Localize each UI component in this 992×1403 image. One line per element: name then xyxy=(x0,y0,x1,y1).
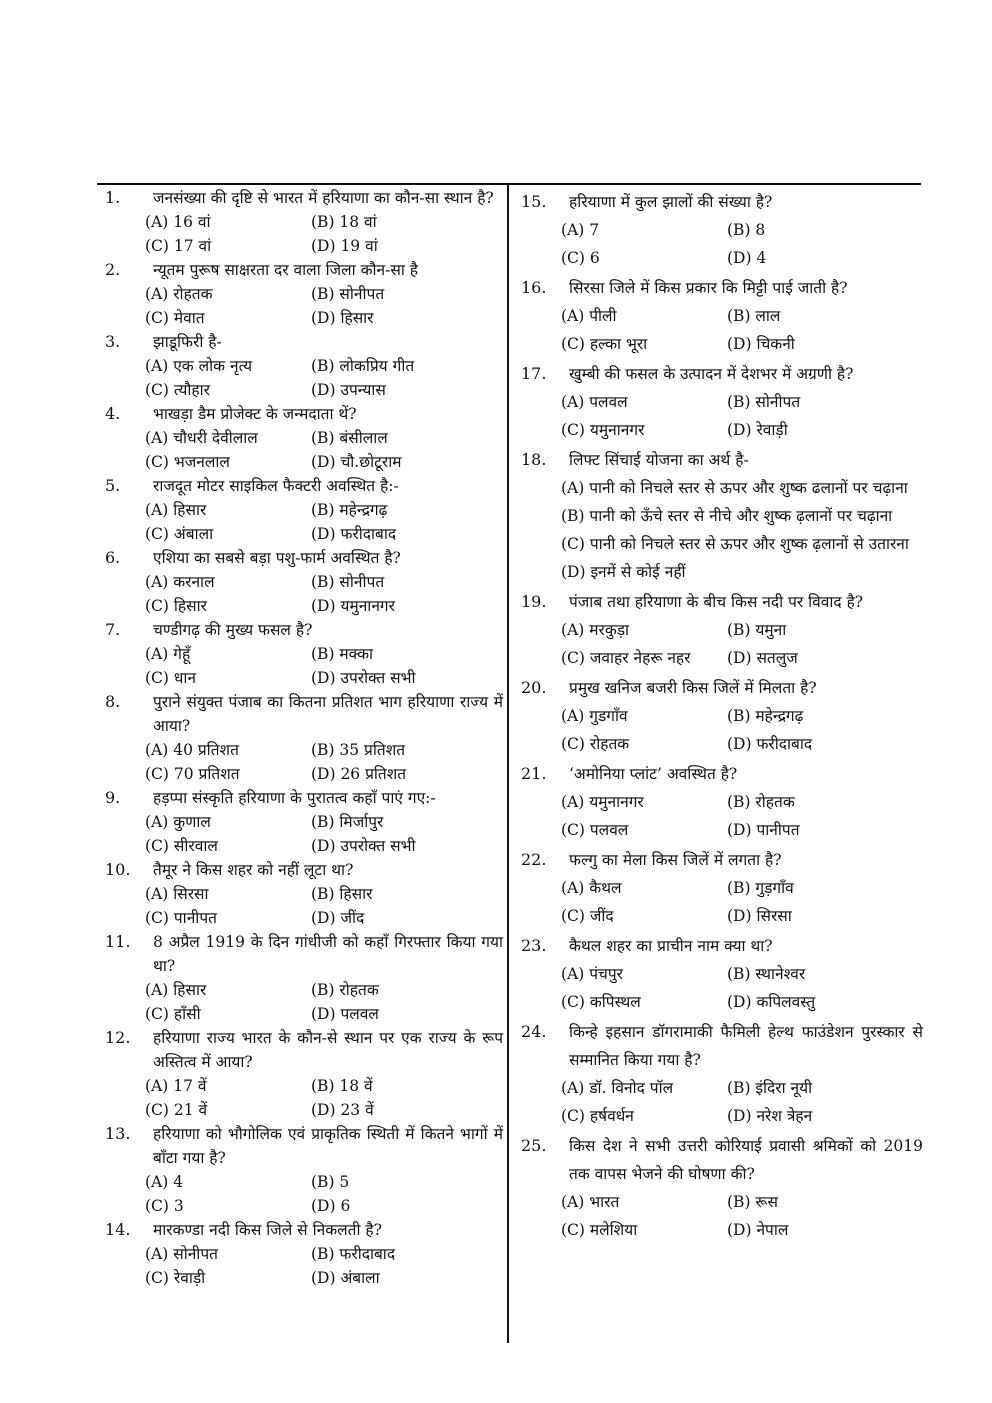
option-c: (C) भजनलाल xyxy=(145,453,230,471)
option-a: (A) 7 xyxy=(561,221,600,239)
question-text: तैमूर ने किस शहर को नहीं लूटा था? xyxy=(153,861,354,879)
option-c: (C) त्यौहार xyxy=(145,381,210,399)
question-line xyxy=(513,1018,923,1074)
options xyxy=(97,642,503,690)
question xyxy=(97,402,503,474)
question-text: सिरसा जिले में किस प्रकार कि मिट्टी पाई जाती है? xyxy=(569,279,848,297)
option-c: (C) सीरवाल xyxy=(145,837,218,855)
option-b: (B) मिर्जापुर xyxy=(311,813,384,831)
option-b: (B) इंदिरा नूयी xyxy=(727,1079,813,1097)
option-c: (C) मलेशिया xyxy=(561,1221,638,1239)
option-d: (D) कपिलवस्तु xyxy=(727,993,816,1011)
option-b: (B) रोहतक xyxy=(727,793,795,811)
question-text: मारकण्डा नदी किस जिले से निकलती है? xyxy=(153,1221,382,1239)
option-c: (C) रोहतक xyxy=(561,735,630,753)
question xyxy=(97,546,503,618)
option-b: (B) रोहतक xyxy=(311,981,379,999)
top-rule xyxy=(97,183,921,185)
options xyxy=(97,570,503,618)
question-number: 20. xyxy=(521,678,547,697)
question-text: कैथल शहर का प्राचीन नाम क्या था? xyxy=(569,937,773,955)
question-number: 3. xyxy=(105,332,121,351)
option-a: (A) हिसार xyxy=(145,501,207,519)
option-a: (A) यमुनानगर xyxy=(561,793,644,811)
option-a: (A) पंचपुर xyxy=(561,965,624,983)
option-c: (C) अंबाला xyxy=(145,525,214,543)
option-d: (D) उपरोक्त सभी xyxy=(311,837,416,855)
question-line xyxy=(513,932,923,960)
option-c: (C) मेवात xyxy=(145,309,205,327)
option-c: (C) हल्का भूरा xyxy=(561,335,648,353)
option-d: (D) 6 xyxy=(311,1197,351,1215)
question-text: चण्डीगढ़ की मुख्य फसल है? xyxy=(153,621,313,639)
option-a: (A) पीली xyxy=(561,307,617,325)
question xyxy=(97,930,503,1026)
options xyxy=(97,738,503,786)
question xyxy=(97,1026,503,1122)
option-b: (B) लोकप्रिय गीत xyxy=(311,357,415,375)
question-line xyxy=(513,1132,923,1188)
option-b: (B) सोनीपत xyxy=(311,573,385,591)
question xyxy=(97,330,503,402)
question xyxy=(513,846,923,930)
question-line xyxy=(97,402,503,426)
question-text: हरियाणा को भौगोलिक एवं प्राकृतिक स्थिती में कितने भागों में बाँटा गया है? xyxy=(153,1125,503,1167)
question xyxy=(513,932,923,1016)
question-line xyxy=(513,846,923,874)
option-a: (A) 4 xyxy=(145,1173,184,1191)
question-line xyxy=(513,188,923,216)
question-number: 4. xyxy=(105,404,121,423)
options xyxy=(97,1170,503,1218)
question xyxy=(97,690,503,786)
option-b: (B) फरीदाबाद xyxy=(311,1245,396,1263)
option-a: (A) चौधरी देवीलाल xyxy=(145,429,258,447)
question-text: भाखड़ा डैम प्रोजेक्ट के जन्मदाता थें? xyxy=(153,405,357,423)
option-a: (A) सिरसा xyxy=(145,885,209,903)
question xyxy=(513,674,923,758)
option-a: (A) करनाल xyxy=(145,573,215,591)
question-text: फल्गु का मेला किस जिलें में लगता है? xyxy=(569,851,782,869)
question-number: 18. xyxy=(521,450,547,469)
question-text: ‘अमोनिया प्लांट’ अवस्थित है? xyxy=(569,765,738,783)
question xyxy=(513,188,923,272)
question-line xyxy=(513,760,923,788)
question-text: लिफ्ट सिंचाई योजना का अर्थ है- xyxy=(569,451,749,469)
question-line xyxy=(97,330,503,354)
question-line xyxy=(97,186,503,210)
question-text: खुम्बी की फसल के उत्पादन में देशभर में अग्रणी है? xyxy=(569,365,854,383)
option-b: (B) 18 वां xyxy=(311,213,377,231)
option-d: (D) हिसार xyxy=(311,309,374,327)
question-text: हरियाणा में कुल झालों की संख्या है? xyxy=(569,193,773,211)
option-c: (C) यमुनानगर xyxy=(561,421,645,439)
question-line xyxy=(97,786,503,810)
options xyxy=(97,810,503,858)
options xyxy=(513,616,923,672)
options xyxy=(513,388,923,444)
option-c: (C) 17 वां xyxy=(145,237,212,255)
option-d: (D) 23 वें xyxy=(311,1101,374,1119)
question xyxy=(97,474,503,546)
options xyxy=(97,498,503,546)
question-number: 2. xyxy=(105,260,121,279)
option-c: (C) रेवाड़ी xyxy=(145,1269,206,1287)
option-a: (A) पलवल xyxy=(561,393,628,411)
question-text: हरियाणा राज्य भारत के कौन-से स्थान पर एक राज्य के रूप अस्तित्व में आया? xyxy=(153,1029,503,1071)
option-b: (B) 8 xyxy=(727,221,766,239)
options xyxy=(97,210,503,258)
question-text: एशिया का सबसे बड़ा पशु-फार्म अवस्थित है? xyxy=(153,549,401,567)
question-number: 22. xyxy=(521,850,547,869)
question-text: जनसंख्या की दृष्टि से भारत में हरियाणा का कौन-सा स्थान है? xyxy=(153,189,494,207)
question-number: 24. xyxy=(521,1022,547,1041)
option-b: (B) हिसार xyxy=(311,885,373,903)
option-d: (D) रेवाड़ी xyxy=(727,421,788,439)
option-b: (B) गुड़गाँव xyxy=(727,879,794,897)
question xyxy=(513,360,923,444)
options xyxy=(97,1242,503,1290)
column-divider xyxy=(507,185,509,1343)
option-d: (D) चौ.छोटूराम xyxy=(311,453,402,471)
option-a: (A) कैथल xyxy=(561,879,622,897)
option-d: (D) फरीदाबाद xyxy=(727,735,813,753)
options xyxy=(97,426,503,474)
options xyxy=(513,474,923,586)
question-number: 23. xyxy=(521,936,547,955)
option-c: (C) हाँसी xyxy=(145,1005,201,1023)
option-a: (A) डॉ. विनोद पॉल xyxy=(561,1079,674,1097)
question-text: किन्हे इहसान डॉगरामाकी फैमिली हेल्थ फाउंडेशन पुरस्कार से सम्मानित किया गया है? xyxy=(569,1023,923,1069)
option-b: (B) महेन्द्रगढ़ xyxy=(311,501,388,519)
question-number: 15. xyxy=(521,192,547,211)
question xyxy=(97,786,503,858)
option-d: (D) पलवल xyxy=(311,1005,379,1023)
question xyxy=(513,274,923,358)
question-number: 8. xyxy=(105,692,121,711)
question xyxy=(513,1018,923,1130)
question-line xyxy=(97,1218,503,1242)
question-text: राजदूत मोटर साइकिल फैक्टरी अवस्थित है:- xyxy=(153,477,399,495)
options xyxy=(513,960,923,1016)
option-a: (A) सोनीपत xyxy=(145,1245,218,1263)
question-number: 5. xyxy=(105,476,121,495)
option-a: (A) कुणाल xyxy=(145,813,211,831)
option-c: (C) जवाहर नेहरू नहर xyxy=(561,649,691,667)
option-b: (B) सोनीपत xyxy=(727,393,801,411)
option-c: (C) 21 वें xyxy=(145,1101,208,1119)
option-d: (D) पानीपत xyxy=(727,821,800,839)
option-b: (B) बंसीलाल xyxy=(311,429,388,447)
question-number: 6. xyxy=(105,548,121,567)
question-text: किस देश ने सभी उत्तरी कोरियाई प्रवासी श्रमिकों को 2019 तक वापस भेजने की घोषणा की? xyxy=(569,1137,923,1183)
question-line xyxy=(97,546,503,570)
question-line xyxy=(513,274,923,302)
options xyxy=(97,1074,503,1122)
option-a: (A) 17 वें xyxy=(145,1077,207,1095)
option-a: (A) एक लोक नृत्य xyxy=(145,357,253,375)
question-line xyxy=(97,618,503,642)
option-a: (A) हिसार xyxy=(145,981,207,999)
question-text: हड़प्पा संस्कृति हरियाणा के पुरातत्व कहाँ पाएं गए:- xyxy=(153,789,436,807)
option-d: (D) 4 xyxy=(727,249,767,267)
option-d: (D) यमुनानगर xyxy=(311,597,395,615)
options xyxy=(513,788,923,844)
option-a: (A) 16 वां xyxy=(145,213,211,231)
question-number: 14. xyxy=(105,1220,131,1239)
question-line xyxy=(97,858,503,882)
question-line xyxy=(97,474,503,498)
question-text: पुराने संयुक्त पंजाब का कितना प्रतिशत भाग हरियाणा राज्य में आया? xyxy=(153,693,503,735)
option-d: (D) नेपाल xyxy=(727,1221,789,1239)
option-b: (B) रूस xyxy=(727,1193,778,1211)
question xyxy=(97,858,503,930)
question-text: पंजाब तथा हरियाणा के बीच किस नदी पर विवाद है? xyxy=(569,593,864,611)
option-d: (D) 26 प्रतिशत xyxy=(311,765,407,783)
options xyxy=(97,978,503,1026)
options xyxy=(513,216,923,272)
question-number: 19. xyxy=(521,592,547,611)
option-a: (A) भारत xyxy=(561,1193,620,1211)
option-a: (A) गेहूँ xyxy=(145,645,191,663)
question-line xyxy=(97,690,503,738)
question-number: 17. xyxy=(521,364,547,383)
option-d: (D) अंबाला xyxy=(311,1269,380,1287)
option-b: (B) मक्का xyxy=(311,645,374,663)
question-text: 8 अप्रैल 1919 के दिन गांधीजी को कहाँ गिरफ्तार किया गया था? xyxy=(153,933,503,975)
option-d: (D) चिकनी xyxy=(727,335,795,353)
right-column xyxy=(513,186,923,1244)
question-number: 13. xyxy=(105,1124,131,1143)
options xyxy=(513,302,923,358)
question-line xyxy=(513,360,923,388)
option-c: (C) पानी को निचले स्तर से ऊपर और शुष्क ढ़लानों से उतारना xyxy=(561,535,909,553)
question-line xyxy=(513,588,923,616)
options xyxy=(513,874,923,930)
option-c: (C) हिसार xyxy=(145,597,207,615)
question-line xyxy=(97,1026,503,1074)
question-number: 21. xyxy=(521,764,547,783)
option-b: (B) लाल xyxy=(727,307,781,325)
question-text: प्रमुख खनिज बजरी किस जिलें में मिलता है? xyxy=(569,679,817,697)
options xyxy=(513,1188,923,1244)
option-d: (D) उपरोक्त सभी xyxy=(311,669,416,687)
option-d: (D) फरीदाबाद xyxy=(311,525,397,543)
option-b: (B) स्थानेश्वर xyxy=(727,965,806,983)
question xyxy=(97,1122,503,1218)
option-b: (B) सोनीपत xyxy=(311,285,385,303)
question-number: 16. xyxy=(521,278,547,297)
option-d: (D) जींद xyxy=(311,909,365,927)
left-column xyxy=(97,186,503,1290)
option-b: (B) 5 xyxy=(311,1173,350,1191)
option-a: (A) गुडगाँव xyxy=(561,707,628,725)
option-b: (B) 35 प्रतिशत xyxy=(311,741,406,759)
option-d: (D) सिरसा xyxy=(727,907,792,925)
option-d: (D) नरेश त्रेहन xyxy=(727,1107,813,1125)
option-c: (C) कपिस्थल xyxy=(561,993,641,1011)
options xyxy=(97,282,503,330)
option-b: (B) महेन्द्रगढ़ xyxy=(727,707,804,725)
question xyxy=(513,1132,923,1244)
option-c: (C) धान xyxy=(145,669,197,687)
option-d: (D) इनमें से कोई नहीं xyxy=(561,563,686,581)
question xyxy=(97,186,503,258)
question-text: न्यूतम पुरूष साक्षरता दर वाला जिला कौन-सा है xyxy=(153,261,419,279)
option-c: (C) 6 xyxy=(561,249,600,267)
question xyxy=(97,1218,503,1290)
option-b: (B) यमुना xyxy=(727,621,787,639)
question xyxy=(97,618,503,690)
question xyxy=(513,760,923,844)
option-c: (C) पानीपत xyxy=(145,909,217,927)
question xyxy=(513,446,923,586)
options xyxy=(97,882,503,930)
options xyxy=(513,1074,923,1130)
options xyxy=(513,702,923,758)
question xyxy=(97,258,503,330)
question-line xyxy=(97,1122,503,1170)
option-c: (C) 70 प्रतिशत xyxy=(145,765,240,783)
question-number: 25. xyxy=(521,1136,547,1155)
option-d: (D) उपन्यास xyxy=(311,381,386,399)
option-c: (C) जींद xyxy=(561,907,614,925)
option-d: (D) 19 वां xyxy=(311,237,378,255)
question-number: 12. xyxy=(105,1028,131,1047)
option-a: (A) पानी को निचले स्तर से ऊपर और शुष्क ढलानों पर चढ़ाना xyxy=(561,479,908,497)
question-number: 9. xyxy=(105,788,121,807)
options xyxy=(97,354,503,402)
option-c: (C) 3 xyxy=(145,1197,184,1215)
question-number: 1. xyxy=(105,188,121,207)
question-line xyxy=(513,674,923,702)
option-b: (B) 18 वें xyxy=(311,1077,373,1095)
option-c: (C) हर्षवर्धन xyxy=(561,1107,634,1125)
question-number: 11. xyxy=(105,932,131,951)
option-b: (B) पानी को ऊँचे स्तर से नीचे और शुष्क ढ़लानों पर चढ़ाना xyxy=(561,507,893,525)
question-number: 7. xyxy=(105,620,121,639)
question-text: झाडूफिरी है- xyxy=(153,333,222,351)
option-c: (C) पलवल xyxy=(561,821,629,839)
question-line xyxy=(97,258,503,282)
question-line xyxy=(97,930,503,978)
option-a: (A) मरकुड़ा xyxy=(561,621,630,639)
question xyxy=(513,588,923,672)
question-line xyxy=(513,446,923,474)
question-number: 10. xyxy=(105,860,131,879)
option-d: (D) सतलुज xyxy=(727,649,798,667)
option-a: (A) रोहतक xyxy=(145,285,213,303)
option-a: (A) 40 प्रतिशत xyxy=(145,741,239,759)
